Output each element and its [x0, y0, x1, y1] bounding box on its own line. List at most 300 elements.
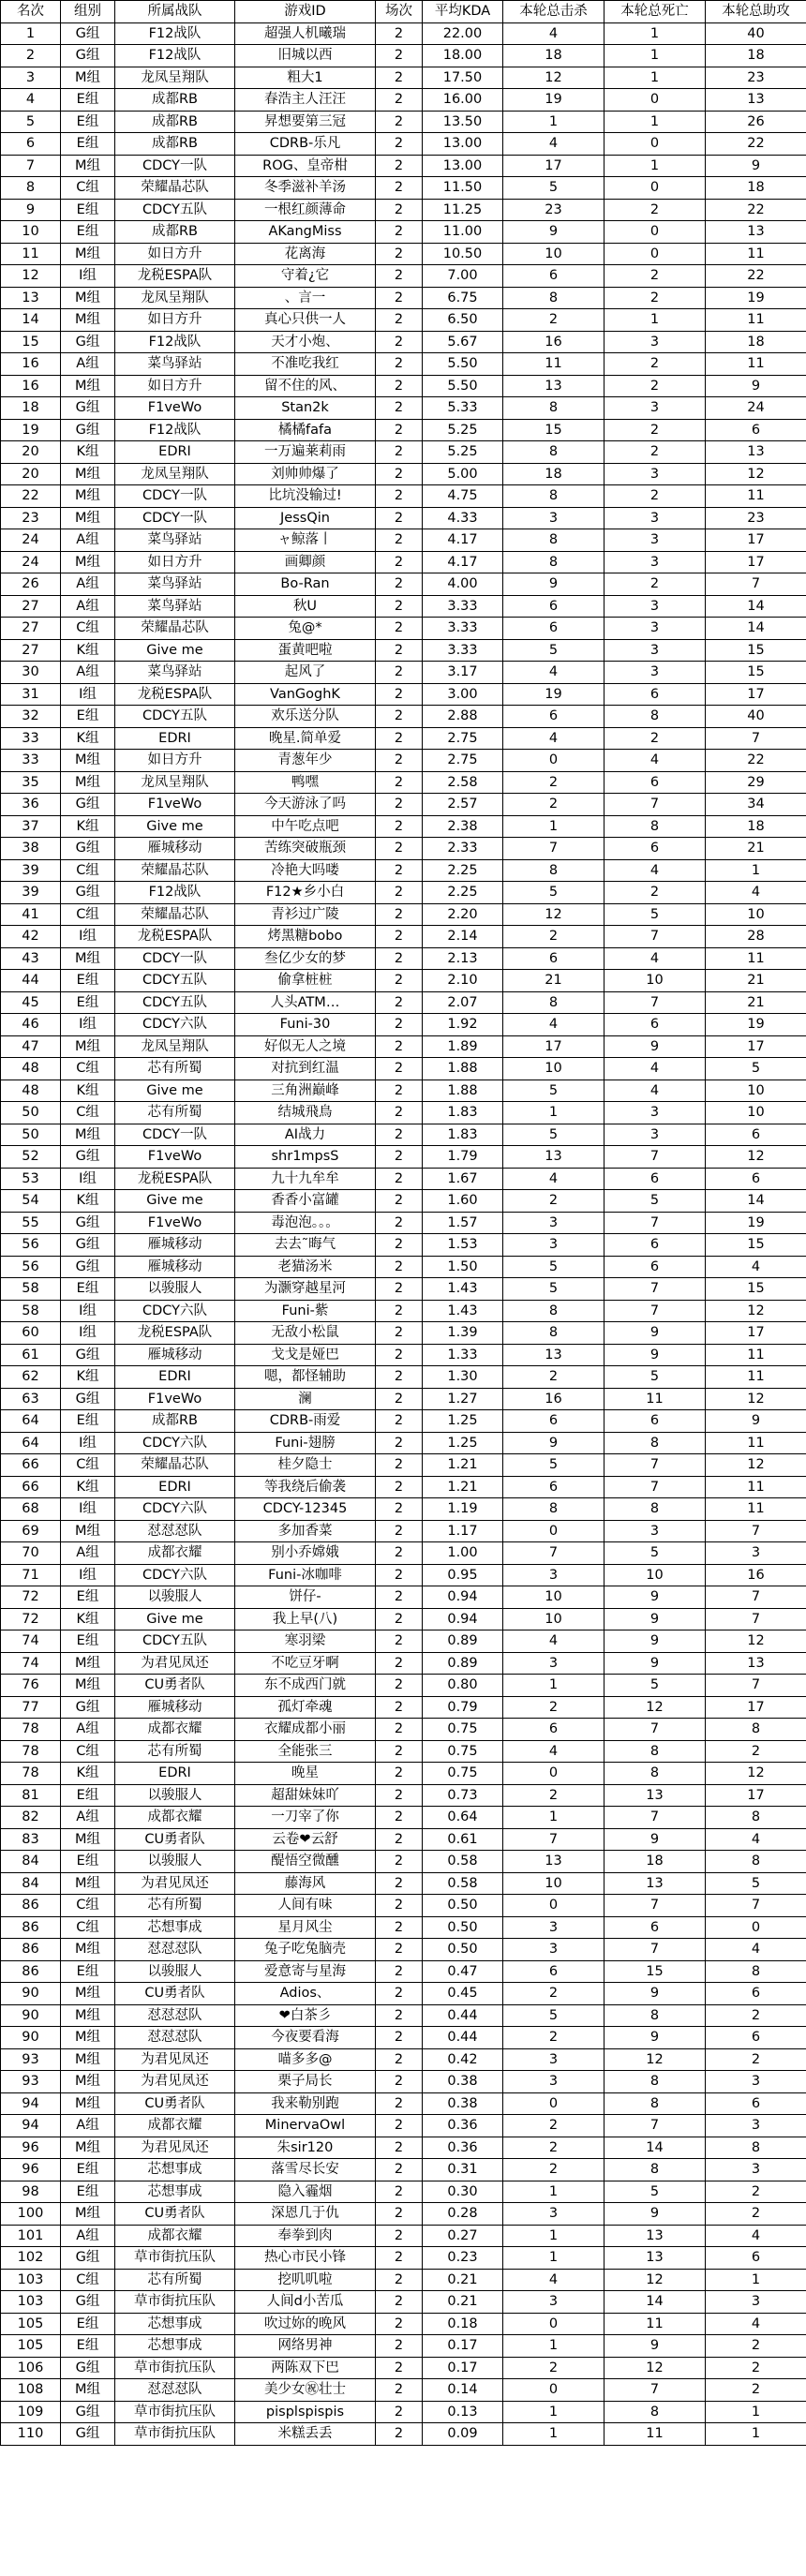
kills-cell: 4 — [503, 662, 604, 684]
kda-cell: 0.47 — [423, 1960, 503, 1983]
team-cell: 成都衣耀 — [115, 1542, 235, 1565]
game-id-cell: 人间d小苦瓜 — [235, 2291, 376, 2314]
deaths-cell: 0 — [604, 221, 706, 244]
table-row — [1, 1454, 806, 1477]
kills-cell: 6 — [503, 595, 604, 618]
assists-cell: 17 — [706, 683, 806, 706]
kda-cell: 0.44 — [423, 2027, 503, 2049]
game-id-cell: 结城飛鳥 — [235, 1102, 376, 1124]
table-row — [1, 419, 806, 441]
game-id-cell: 爱意寄与星海 — [235, 1960, 376, 1983]
kills-cell: 1 — [503, 111, 604, 133]
table-row — [1, 243, 806, 265]
assists-cell: 22 — [706, 199, 806, 221]
assists-cell: 9 — [706, 155, 806, 177]
rank-cell: 47 — [1, 1035, 61, 1058]
kda-cell: 4.17 — [423, 529, 503, 552]
rank-cell: 13 — [1, 287, 61, 309]
game-id-cell: 澜 — [235, 1388, 376, 1410]
kills-cell: 1 — [503, 815, 604, 838]
table-row — [1, 683, 806, 706]
game-id-cell: JessQin — [235, 507, 376, 529]
kda-cell: 1.17 — [423, 1520, 503, 1542]
table-row — [1, 1080, 806, 1102]
kills-cell: 16 — [503, 1388, 604, 1410]
game-id-cell: Funi-冰咖啡 — [235, 1564, 376, 1586]
assists-cell: 23 — [706, 507, 806, 529]
team-cell: CU勇者队 — [115, 1828, 235, 1851]
table-row — [1, 1652, 806, 1675]
assists-cell: 40 — [706, 706, 806, 728]
game-id-cell: 香香小富罐 — [235, 1190, 376, 1213]
assists-cell: 15 — [706, 662, 806, 684]
team-cell: CU勇者队 — [115, 2203, 235, 2226]
table-row — [1, 2004, 806, 2027]
kda-cell: 1.92 — [423, 1014, 503, 1036]
rank-cell: 30 — [1, 662, 61, 684]
kda-cell: 0.75 — [423, 1719, 503, 1741]
game-id-cell: Bo-Ran — [235, 573, 376, 596]
group-cell: E组 — [61, 1630, 115, 1653]
kda-cell: 0.75 — [423, 1763, 503, 1785]
deaths-cell: 5 — [604, 2181, 706, 2203]
team-cell: CDCY五队 — [115, 199, 235, 221]
rank-cell: 23 — [1, 507, 61, 529]
kda-cell: 0.64 — [423, 1807, 503, 1829]
deaths-cell: 9 — [604, 1652, 706, 1675]
deaths-cell: 4 — [604, 947, 706, 970]
assists-cell: 5 — [706, 1872, 806, 1895]
group-cell: E组 — [61, 2313, 115, 2335]
matches-cell: 2 — [376, 706, 423, 728]
header-row — [1, 1, 806, 23]
group-cell: C组 — [61, 2269, 115, 2291]
rank-cell: 71 — [1, 1564, 61, 1586]
group-cell: C组 — [61, 1102, 115, 1124]
team-cell: 荣耀晶芯队 — [115, 618, 235, 640]
table-row — [1, 1498, 806, 1521]
table-row — [1, 815, 806, 838]
group-cell: K组 — [61, 639, 115, 662]
matches-cell: 2 — [376, 1960, 423, 1983]
rank-cell: 5 — [1, 111, 61, 133]
kda-cell: 2.75 — [423, 727, 503, 750]
assists-cell: 8 — [706, 1851, 806, 1873]
matches-cell: 2 — [376, 221, 423, 244]
kda-cell: 0.58 — [423, 1851, 503, 1873]
deaths-cell: 5 — [604, 1675, 706, 1697]
kills-cell: 2 — [503, 1190, 604, 1213]
rank-cell: 90 — [1, 2004, 61, 2027]
team-cell: 龙税ESPA队 — [115, 926, 235, 948]
header-group: 组别 — [61, 1, 115, 23]
group-cell: E组 — [61, 1784, 115, 1807]
team-cell: CDCY一队 — [115, 507, 235, 529]
kda-cell: 0.21 — [423, 2291, 503, 2314]
game-id-cell: 刘帅帅爆了 — [235, 463, 376, 485]
deaths-cell: 13 — [604, 2247, 706, 2270]
game-id-cell: 嗯，都怪辅助 — [235, 1366, 376, 1389]
matches-cell: 2 — [376, 463, 423, 485]
matches-cell: 2 — [376, 1740, 423, 1763]
matches-cell: 2 — [376, 1410, 423, 1433]
rank-cell: 102 — [1, 2247, 61, 2270]
kda-cell: 0.14 — [423, 2379, 503, 2402]
team-cell: 菜鸟驿站 — [115, 595, 235, 618]
group-cell: G组 — [61, 882, 115, 904]
kda-cell: 2.38 — [423, 815, 503, 838]
rank-cell: 31 — [1, 683, 61, 706]
assists-cell: 2 — [706, 2357, 806, 2379]
assists-cell: 6 — [706, 1168, 806, 1190]
group-cell: I组 — [61, 1014, 115, 1036]
kda-cell: 6.75 — [423, 287, 503, 309]
game-id-cell: 人头ATM… — [235, 991, 376, 1014]
game-id-cell: 秋U — [235, 595, 376, 618]
matches-cell: 2 — [376, 1234, 423, 1257]
team-cell: 龙凤呈翔队 — [115, 67, 235, 89]
rank-cell: 100 — [1, 2203, 61, 2226]
game-id-cell: 今夜要看海 — [235, 2027, 376, 2049]
team-cell: 为君见凤还 — [115, 2137, 235, 2159]
deaths-cell: 9 — [604, 1630, 706, 1653]
group-cell: M组 — [61, 2071, 115, 2093]
team-cell: 芯想事成 — [115, 2313, 235, 2335]
game-id-cell: 孤灯牵魂 — [235, 1696, 376, 1719]
team-cell: 菜鸟驿站 — [115, 529, 235, 552]
kills-cell: 0 — [503, 2092, 604, 2115]
team-cell: 为君见凤还 — [115, 1872, 235, 1895]
game-id-cell: 今天游泳了吗 — [235, 794, 376, 816]
kda-cell: 0.09 — [423, 2423, 503, 2446]
game-id-cell: 戈戈是娅巴 — [235, 1344, 376, 1366]
rank-cell: 58 — [1, 1278, 61, 1301]
table-row — [1, 1983, 806, 2005]
rank-cell: 33 — [1, 750, 61, 772]
group-cell: M组 — [61, 551, 115, 573]
assists-cell: 34 — [706, 794, 806, 816]
kills-cell: 6 — [503, 618, 604, 640]
table-row — [1, 1586, 806, 1609]
kda-cell: 1.53 — [423, 1234, 503, 1257]
assists-cell: 1 — [706, 2423, 806, 2446]
deaths-cell: 3 — [604, 595, 706, 618]
kills-cell: 8 — [503, 1322, 604, 1345]
team-cell: 为君见凤还 — [115, 2071, 235, 2093]
deaths-cell: 8 — [604, 2092, 706, 2115]
table-row — [1, 618, 806, 640]
kills-cell: 5 — [503, 177, 604, 200]
assists-cell: 22 — [706, 265, 806, 288]
matches-cell: 2 — [376, 1630, 423, 1653]
kills-cell: 5 — [503, 2004, 604, 2027]
rank-cell: 12 — [1, 265, 61, 288]
group-cell: E组 — [61, 991, 115, 1014]
matches-cell: 2 — [376, 815, 423, 838]
team-cell: 荣耀晶芯队 — [115, 903, 235, 926]
matches-cell: 2 — [376, 1146, 423, 1169]
kills-cell: 15 — [503, 419, 604, 441]
kills-cell: 2 — [503, 1696, 604, 1719]
table-row — [1, 441, 806, 464]
kda-cell: 1.50 — [423, 1256, 503, 1278]
group-cell: K组 — [61, 441, 115, 464]
group-cell: G组 — [61, 2247, 115, 2270]
kills-cell: 23 — [503, 199, 604, 221]
team-cell: F1veWo — [115, 1388, 235, 1410]
team-cell: EDRI — [115, 1763, 235, 1785]
group-cell: G组 — [61, 838, 115, 860]
deaths-cell: 8 — [604, 1432, 706, 1454]
table-row — [1, 991, 806, 1014]
kda-cell: 1.88 — [423, 1080, 503, 1102]
kda-cell: 0.31 — [423, 2159, 503, 2181]
table-row — [1, 903, 806, 926]
deaths-cell: 4 — [604, 1058, 706, 1080]
table-row — [1, 838, 806, 860]
matches-cell: 2 — [376, 485, 423, 508]
deaths-cell: 9 — [604, 1608, 706, 1630]
group-cell: M组 — [61, 375, 115, 397]
team-cell: 芯想事成 — [115, 2335, 235, 2358]
kda-cell: 4.00 — [423, 573, 503, 596]
team-cell: 菜鸟驿站 — [115, 662, 235, 684]
game-id-cell: 超强人机曦瑞 — [235, 22, 376, 45]
kills-cell: 21 — [503, 970, 604, 992]
game-id-cell: 欢乐送分队 — [235, 706, 376, 728]
table-row — [1, 1124, 806, 1146]
kda-cell: 1.43 — [423, 1300, 503, 1322]
game-id-cell: 九十九牟牟 — [235, 1168, 376, 1190]
team-cell: CDCY一队 — [115, 155, 235, 177]
game-id-cell: 为灏穿越星河 — [235, 1278, 376, 1301]
kda-cell: 1.27 — [423, 1388, 503, 1410]
kills-cell: 8 — [503, 859, 604, 882]
rank-cell: 48 — [1, 1058, 61, 1080]
kda-cell: 1.57 — [423, 1212, 503, 1234]
rank-cell: 98 — [1, 2181, 61, 2203]
game-id-cell: 好似无人之境 — [235, 1035, 376, 1058]
rank-cell: 11 — [1, 243, 61, 265]
kda-cell: 2.25 — [423, 882, 503, 904]
game-id-cell: 不准吃我红 — [235, 353, 376, 376]
game-id-cell: 东不成西门就 — [235, 1675, 376, 1697]
kills-cell: 4 — [503, 2269, 604, 2291]
game-id-cell: ャ鲸落丨 — [235, 529, 376, 552]
assists-cell: 7 — [706, 1586, 806, 1609]
group-cell: C组 — [61, 1916, 115, 1939]
team-cell: Give me — [115, 1190, 235, 1213]
game-id-cell: 寒羽梁 — [235, 1630, 376, 1653]
rank-cell: 61 — [1, 1344, 61, 1366]
kda-cell: 6.50 — [423, 309, 503, 332]
deaths-cell: 9 — [604, 1344, 706, 1366]
rank-cell: 74 — [1, 1652, 61, 1675]
group-cell: E组 — [61, 2159, 115, 2181]
table-row — [1, 882, 806, 904]
group-cell: M组 — [61, 287, 115, 309]
kda-cell: 0.42 — [423, 2048, 503, 2071]
deaths-cell: 3 — [604, 662, 706, 684]
game-id-cell: ❤白茶彡 — [235, 2004, 376, 2027]
kda-cell: 1.21 — [423, 1454, 503, 1477]
rank-cell: 20 — [1, 441, 61, 464]
group-cell: K组 — [61, 1080, 115, 1102]
kda-cell: 1.43 — [423, 1278, 503, 1301]
kills-cell: 12 — [503, 903, 604, 926]
assists-cell: 16 — [706, 1564, 806, 1586]
kda-cell: 1.19 — [423, 1498, 503, 1521]
game-id-cell: 、言一 — [235, 287, 376, 309]
kda-cell: 1.88 — [423, 1058, 503, 1080]
deaths-cell: 1 — [604, 155, 706, 177]
table-row — [1, 1630, 806, 1653]
kills-cell: 4 — [503, 1630, 604, 1653]
group-cell: A组 — [61, 1542, 115, 1565]
table-row — [1, 727, 806, 750]
deaths-cell: 0 — [604, 133, 706, 156]
table-row — [1, 1278, 806, 1301]
matches-cell: 2 — [376, 199, 423, 221]
deaths-cell: 12 — [604, 2357, 706, 2379]
group-cell: A组 — [61, 595, 115, 618]
group-cell: G组 — [61, 1234, 115, 1257]
header-deaths: 本轮总死亡 — [604, 1, 706, 23]
matches-cell: 2 — [376, 1872, 423, 1895]
game-id-cell: 落雪尽长安 — [235, 2159, 376, 2181]
game-id-cell: pisplspispis — [235, 2401, 376, 2423]
group-cell: E组 — [61, 706, 115, 728]
kills-cell: 3 — [503, 2203, 604, 2226]
deaths-cell: 14 — [604, 2137, 706, 2159]
table-row — [1, 639, 806, 662]
kda-cell: 0.21 — [423, 2269, 503, 2291]
rank-cell: 8 — [1, 177, 61, 200]
game-id-cell: 留不住的风、 — [235, 375, 376, 397]
game-id-cell: 中午吃点吧 — [235, 815, 376, 838]
deaths-cell: 3 — [604, 529, 706, 552]
game-id-cell: Funi-紫 — [235, 1300, 376, 1322]
assists-cell: 4 — [706, 1256, 806, 1278]
table-row — [1, 794, 806, 816]
game-id-cell: 冬季滋补羊汤 — [235, 177, 376, 200]
team-cell: Give me — [115, 815, 235, 838]
kda-cell: 4.75 — [423, 485, 503, 508]
table-row — [1, 1388, 806, 1410]
kills-cell: 4 — [503, 22, 604, 45]
kda-cell: 2.14 — [423, 926, 503, 948]
assists-cell: 2 — [706, 2379, 806, 2402]
kills-cell: 9 — [503, 1432, 604, 1454]
game-id-cell: 深恩几于仇 — [235, 2203, 376, 2226]
assists-cell: 12 — [706, 1763, 806, 1785]
game-id-cell: AKangMiss — [235, 221, 376, 244]
team-cell: CDCY六队 — [115, 1300, 235, 1322]
assists-cell: 4 — [706, 2313, 806, 2335]
kills-cell: 17 — [503, 155, 604, 177]
matches-cell: 2 — [376, 287, 423, 309]
kills-cell: 10 — [503, 243, 604, 265]
assists-cell: 23 — [706, 67, 806, 89]
kda-cell: 5.25 — [423, 419, 503, 441]
assists-cell: 17 — [706, 551, 806, 573]
kda-cell: 3.17 — [423, 662, 503, 684]
matches-cell: 2 — [376, 1784, 423, 1807]
deaths-cell: 9 — [604, 1828, 706, 1851]
kda-cell: 0.50 — [423, 1916, 503, 1939]
team-cell: 龙凤呈翔队 — [115, 1035, 235, 1058]
table-row — [1, 1872, 806, 1895]
team-cell: 怼怼怼队 — [115, 2027, 235, 2049]
rank-cell: 105 — [1, 2335, 61, 2358]
matches-cell: 2 — [376, 45, 423, 67]
deaths-cell: 6 — [604, 1256, 706, 1278]
kda-cell: 5.50 — [423, 353, 503, 376]
matches-cell: 2 — [376, 750, 423, 772]
kda-cell: 0.30 — [423, 2181, 503, 2203]
team-cell: 草市街抗压队 — [115, 2247, 235, 2270]
table-row — [1, 2137, 806, 2159]
table-row — [1, 221, 806, 244]
matches-cell: 2 — [376, 947, 423, 970]
deaths-cell: 1 — [604, 309, 706, 332]
kda-cell: 0.80 — [423, 1675, 503, 1697]
deaths-cell: 0 — [604, 177, 706, 200]
kills-cell: 0 — [503, 2313, 604, 2335]
table-row — [1, 970, 806, 992]
team-cell: 成都衣耀 — [115, 2115, 235, 2137]
team-cell: 荣耀晶芯队 — [115, 177, 235, 200]
group-cell: G组 — [61, 45, 115, 67]
assists-cell: 19 — [706, 287, 806, 309]
kda-cell: 1.25 — [423, 1410, 503, 1433]
table-row — [1, 1960, 806, 1983]
kills-cell: 8 — [503, 551, 604, 573]
game-id-cell: 别小乔嫦娥 — [235, 1542, 376, 1565]
kills-cell: 8 — [503, 287, 604, 309]
game-id-cell: 星月风尘 — [235, 1916, 376, 1939]
table-row — [1, 2048, 806, 2071]
assists-cell: 12 — [706, 1146, 806, 1169]
kills-cell: 2 — [503, 794, 604, 816]
matches-cell: 2 — [376, 991, 423, 1014]
matches-cell: 2 — [376, 2181, 423, 2203]
kda-cell: 0.28 — [423, 2203, 503, 2226]
matches-cell: 2 — [376, 2048, 423, 2071]
game-id-cell: 栗子局长 — [235, 2071, 376, 2093]
game-id-cell: 我来勒别跑 — [235, 2092, 376, 2115]
matches-cell: 2 — [376, 1454, 423, 1477]
kda-cell: 0.50 — [423, 1895, 503, 1917]
assists-cell: 14 — [706, 618, 806, 640]
kills-cell: 1 — [503, 1807, 604, 1829]
kda-cell: 17.50 — [423, 67, 503, 89]
kills-cell: 0 — [503, 1763, 604, 1785]
group-cell: A组 — [61, 2115, 115, 2137]
table-row — [1, 2379, 806, 2402]
kills-cell: 3 — [503, 1916, 604, 1939]
team-cell: 龙税ESPA队 — [115, 265, 235, 288]
rank-cell: 15 — [1, 331, 61, 353]
team-cell: 雁城移动 — [115, 1696, 235, 1719]
game-id-cell: 热心市民小锋 — [235, 2247, 376, 2270]
team-cell: CDCY五队 — [115, 706, 235, 728]
kills-cell: 13 — [503, 1851, 604, 1873]
table-row — [1, 2071, 806, 2093]
assists-cell: 9 — [706, 375, 806, 397]
game-id-cell: 苦练突破瓶颈 — [235, 838, 376, 860]
game-id-cell: 烤黑糖bobo — [235, 926, 376, 948]
